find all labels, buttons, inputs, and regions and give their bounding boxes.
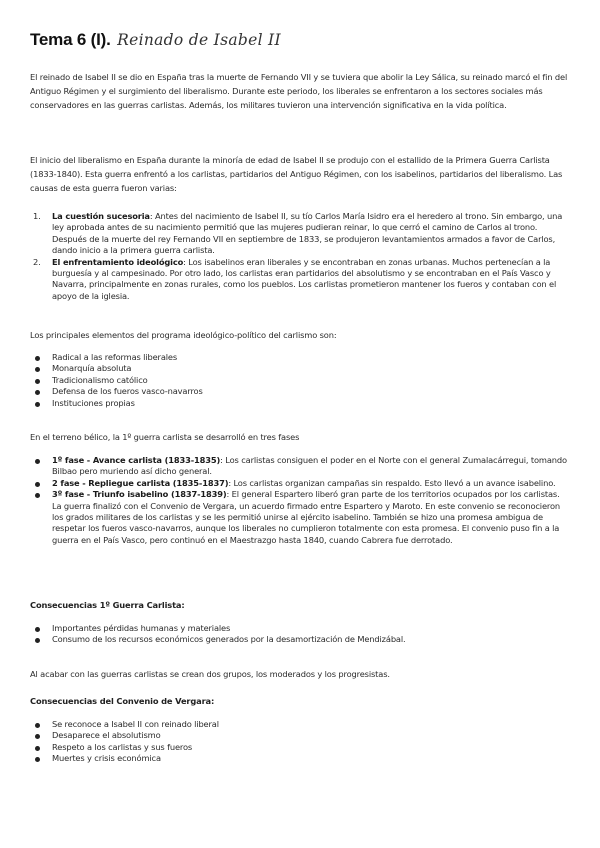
item-text: : Antes del nacimiento de Isabel II, su tío Carlos María Isidro era el heredero al trono. Sin embargo, una ley aprobada antes de su nacimiento permitió que las mujeres pudieran reinar, lo que cerró el camino de Carlos al trono. Después de la muerte del rey Fernando VII en septiembre de 1833, se produjeron levantamientos armados a favor de Carlos, dando inicio a la primera guerra carlista. — [52, 211, 563, 256]
bullet-icon — [35, 379, 40, 384]
list-item — [30, 375, 570, 386]
list-item — [30, 753, 570, 764]
list-item — [30, 398, 570, 409]
program-intro: Los principales elementos del programa ideológico-político del carlismo son: — [30, 330, 337, 340]
item-text: Defensa de los fueros vasco-navarros — [52, 386, 203, 397]
list-item — [30, 489, 570, 546]
list-item — [30, 634, 570, 645]
list-item — [30, 742, 570, 753]
item-text: Respeto a los carlistas y sus fueros — [52, 741, 193, 752]
phases-intro: En el terreno bélico, la 1º guerra carlista se desarrolló en tres fases — [30, 432, 300, 442]
bullet-icon — [35, 402, 40, 407]
bullet-icon — [35, 493, 40, 498]
list-item — [30, 623, 570, 634]
item-text: Muertes y crisis económica — [52, 753, 161, 764]
item-text: : Los carlistas consiguen el poder en el Norte con el general Zumalacárregui, tomando Bilbao pero muriendo así dicho general. — [52, 455, 567, 477]
consequences-convenio-heading: Consecuencias del Convenio de Vergara: — [30, 696, 215, 706]
bullet-icon — [35, 459, 40, 464]
list-item — [30, 211, 570, 257]
bullet-icon — [35, 390, 40, 395]
item-text: Consumo de los recursos económicos generados por la desamortización de Mendizábal. — [52, 634, 406, 645]
item-text: : Los carlistas organizan campañas sin respaldo. Esto llevó a un avance isabelino. — [228, 477, 556, 488]
item-text: : Los isabelinos eran liberales y se encontraban en zonas urbanas. Muchos pertenecían a la burguesía y al campesinado. Por otro lado, los carlistas eran partidarios del absolutismo y se encontraban en el País Vasco y Navarra, principalmente en zonas rurales, como los pueblos. Los carlistas prometieron mantener los fueros y contaban con el apoyo de la iglesia. — [52, 256, 557, 301]
consequences-convenio-list — [30, 719, 570, 765]
item-term: La cuestión sucesoria — [52, 211, 150, 221]
bullet-icon — [35, 356, 40, 361]
bullet-icon — [35, 734, 40, 739]
item-text: Radical a las reformas liberales — [52, 352, 178, 362]
item-text: Monarquía absoluta — [52, 363, 132, 374]
item-term: 1º fase - Avance carlista (1833-1835) — [52, 455, 221, 465]
title-main: Tema 6 (I). — [30, 30, 111, 49]
item-number: 1. — [33, 211, 41, 221]
list-item — [30, 455, 570, 478]
bullet-icon — [35, 638, 40, 643]
item-text: Tradicionalismo católico — [52, 374, 148, 385]
intro-paragraph-1: El reinado de Isabel II se dio en España tras la muerte de Fernando VII y se tuviera que abolir la Ley Sálica, su reinado marcó el fin del Antiguo Régimen y el surgimiento del liberalismo. Durante este periodo, los liberales se enfrentaron a los sectores sociales más conservadores en las guerras carlistas. Además, los militares tuvieron una intervención significativa en la vida política. — [30, 72, 568, 111]
bullet-icon — [35, 746, 40, 751]
program-list — [30, 352, 570, 409]
item-text: : El general Espartero liberó gran parte de los territorios ocupados por los carlistas. La guerra finalizó con el Convenio de Vergara, un acuerdo firmado entre Espartero y Maroto. En este convenio se reconocieron los grados militares de los carlistas y se les permitió unirse al ejército isabelino. También se hizo una promesa ambigua de respetar los fueros vasco-navarros, aunque los liberales no cumplieron totalmente con esta promesa. El convenio puso fin a la guerra en el País Vasco, pero continuó en el Maestrazgo hasta 1840, cuando Cabrera fue derrotado. — [52, 489, 561, 545]
title-script: Reinado de Isabel II — [117, 31, 281, 49]
page-title — [30, 30, 281, 49]
item-term: El enfrentamiento ideológico — [52, 256, 184, 267]
bullet-icon — [35, 757, 40, 762]
list-item — [30, 719, 570, 730]
phases-list — [30, 455, 570, 546]
groups-paragraph: Al acabar con las guerras carlistas se crean dos grupos, los moderados y los progresistas. — [30, 669, 390, 679]
bullet-icon — [35, 367, 40, 372]
bullet-icon — [35, 627, 40, 632]
item-number: 2. — [33, 256, 41, 267]
bullet-icon — [35, 723, 40, 728]
bullet-icon — [35, 482, 40, 487]
item-term: 3º fase - Triunfo isabelino (1837-1839) — [52, 489, 227, 500]
item-text: Importantes pérdidas humanas y materiales — [52, 623, 231, 633]
list-item — [30, 478, 570, 489]
item-term: 2 fase - Repliegue carlista (1835-1837) — [52, 477, 229, 488]
item-text: Instituciones propias — [52, 397, 135, 408]
list-item — [30, 257, 570, 303]
list-item — [30, 363, 570, 374]
list-item — [30, 730, 570, 741]
causes-list — [30, 211, 570, 302]
item-text: Se reconoce a Isabel II con reinado liberal — [52, 719, 219, 729]
item-text: Desaparece el absolutismo — [52, 730, 161, 741]
consequences-war-list — [30, 623, 570, 646]
consequences-war-heading: Consecuencias 1º Guerra Carlista: — [30, 600, 185, 610]
intro-paragraph-2: El inicio del liberalismo en España durante la minoría de edad de Isabel II se produjo con el estallido de la Primera Guerra Carlista (1833-1840). Esta guerra enfrentó a los carlistas, partidarios del Antiguo Régimen, con los isabelinos, partidarios del liberalismo. Las causas de esta guerra fueron varias: — [30, 155, 563, 194]
list-item — [30, 352, 570, 363]
list-item — [30, 386, 570, 397]
